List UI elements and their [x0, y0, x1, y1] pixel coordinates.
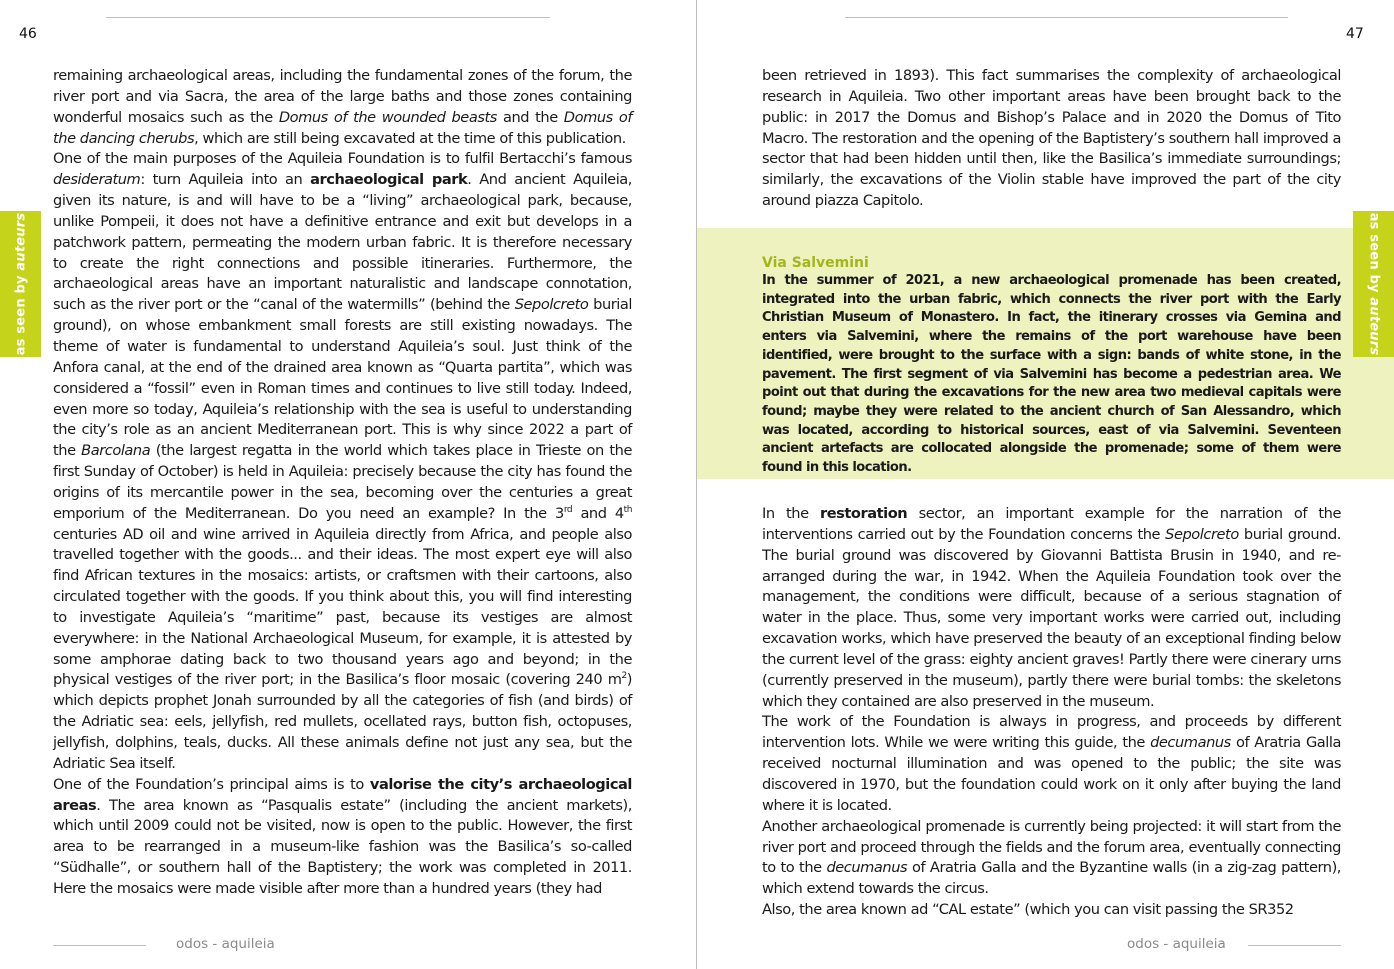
- text-run: Also, the area known ad “CAL estate” (which you can visit passing the SR352: [762, 901, 1294, 919]
- italic-run: decumanus: [826, 859, 908, 877]
- section-tab: [1353, 211, 1394, 357]
- paragraph: [762, 504, 1341, 712]
- footer-rule: [53, 945, 146, 946]
- paragraph: [53, 149, 632, 774]
- text-run: and 4: [572, 504, 624, 522]
- text-run: burial ground), on whose embankment small forests are still existing nowadays. The theme of water is fundamental to understand Aquileia’s soul. Just think of the Anfora canal, at the end of the drained area known as “Quarta partita”, which was considered a “fossil” even in Roman times and continues to live still today. Indeed, even more so today, Aquileia’s relationship with the sea is useful to understanding the city’s role as an ancient Mediterranean port. This is why since 2022 a part of the: [53, 296, 632, 460]
- text-run: : turn Aquileia into an: [140, 171, 311, 189]
- paragraph: [53, 66, 632, 149]
- section-tab-label: as seen by auteurs: [13, 212, 28, 356]
- paragraph: [762, 66, 1341, 212]
- highlight-box-text: In the summer of 2021, a new archaeological promenade has been created, integrated into the urban fabric, which connects the river port with the Early Christian Museum of Monastero. In fact, the itinerary crosses via Gemina and enters via Salvemini, where the remains of the port warehouse have been identified, were brought to the surface with a sign: bands of white stone, in the pavement. The first segment of via Salvemini has become a pedestrian area. We point out that during the excavations for the new area two medieval capitals were found; maybe they were related to the ancient church of San Alessandro, which was located, according to historical sources, east of via Salvemini. Seventeen ancient artefacts are collocated alongside the promenade; some of them were found in this location.: [762, 273, 1341, 476]
- italic-run: Sepolcreto: [514, 296, 589, 314]
- bold-run: restoration: [819, 505, 908, 522]
- footer-rule: [1248, 945, 1341, 946]
- text-run: Another archaeological promenade is currently being projected: it will start from the river port and proceed through the fields and the forum area, eventually connecting to to the: [762, 817, 1341, 877]
- superscript-run: 2: [621, 671, 627, 682]
- section-tab: [0, 211, 41, 357]
- header-rule: [106, 17, 550, 18]
- page-number: 46: [19, 26, 37, 42]
- intro-text-column: [762, 66, 1341, 212]
- highlight-box-title: Via Salvemini: [762, 255, 869, 271]
- text-run: sector, an important example for the narration of the interventions carried out by the Foundation concerns the: [762, 505, 1341, 543]
- text-run: and the: [496, 108, 564, 126]
- italic-run: Domus of the dancing cherubs: [53, 108, 633, 147]
- text-run: of Aratria Galla received nocturnal illumination and was opened to the public; the site was discovered in 1970, but the foundation could work on it only after buying the land where it is located.: [762, 734, 1341, 814]
- running-footer: odos - aquileia: [176, 936, 275, 952]
- bold-run: valorise the city’s archaeological areas: [53, 775, 632, 814]
- body-text-column: [53, 66, 632, 900]
- text-run: centuries AD oil and wine arrived in Aquileia directly from Africa, and people also travelled together with the goods... and their ideas. The most expert eye will also find African textures in the mosaics: artists, or craftsmen with their cartoons, also circulated together with the goods. If you think about this, you will find interesting to investigate Aquileia’s “maritime” past, because its vestiges are almost everywhere: in the National Archaeological Museum, for example, it is attested by some amphorae dating back to two thousand years ago and beyond; in the physical vestiges of the river port; in the Basilica’s floor mosaic (covering 240 m: [53, 525, 632, 689]
- highlight-box: [697, 228, 1394, 479]
- text-run: remaining archaeological areas, including the fundamental zones of the forum, the river port and via Sacra, the area of the large baths and those zones containing wonderful mosaics such as the: [53, 67, 632, 126]
- text-run: ) which depicts prophet Jonah surrounded by all the categories of fish (and birds) of the Adriatic sea: eels, jellyfish, red mullets, ocellated rays, button fish, octopuses, jellyfish, dolphins, teals, ducks. All these animals define not just any sea, but the Adriatic Sea itself.: [53, 671, 632, 772]
- page-number: 47: [1346, 26, 1364, 42]
- italic-run: decumanus: [1150, 734, 1231, 752]
- italic-run: Domus of the wounded beasts: [278, 108, 497, 126]
- body-text-column: [762, 504, 1341, 921]
- superscript-run: rd: [563, 504, 573, 515]
- text-run: . And ancient Aquileia, given its nature, is and will have to be a “living” archaeological park, because, unlike Pompeii, it does not have a definitive entrance and exit but develops in a patchwork pattern, permeating the modern urban fabric. It is therefore necessary to create the right connections and possible itineraries. Furthermore, the archaeological areas have an important naturalistic and landscape connotation, such as the river port or the “canal of the watermills” (behind the: [53, 171, 632, 314]
- text-run: of Aratria Galla and the Byzantine walls (in a zig-zag pattern), which extend towards the circus.: [762, 859, 1341, 898]
- italic-run: Sepolcreto: [1165, 525, 1239, 543]
- running-footer: odos - aquileia: [1127, 936, 1226, 952]
- text-run: burial ground. The burial ground was discovered by Giovanni Battista Brusin in 1940, and re-arranged during the war, in 1942. When the Aquileia Foundation took over the management, the conditions were difficult, because of a serious stagnation of water in the place. Thus, some very important works were carried out, including excavation works, which have preserved the beauty of an exceptional finding below the current level of the grass: eighty ancient graves! Partly there were cinerary urns (currently preserved in the museum), partly there were burial tombs: the skeletons which they contained are also preserved in the museum.: [762, 525, 1342, 710]
- right-page: [697, 0, 1394, 969]
- text-run: , which are still being excavated at the time of this publication.: [194, 129, 626, 147]
- text-run: One of the main purposes of the Aquileia Foundation is to fulfil Bertacchi’s famous: [53, 150, 632, 168]
- italic-run: desideratum: [53, 171, 141, 189]
- text-run: One of the Foundation’s principal aims is to: [53, 775, 370, 793]
- header-rule: [845, 17, 1288, 18]
- paragraph: [762, 817, 1341, 900]
- text-run: been retrieved in 1893). This fact summarises the complexity of archaeological research in Aquileia. Two other important areas have been brought back to the public: in 2017 the Domus and Bishop’s Palace and in 2020 the Domus of Tito Macro. The restoration and the opening of the Baptistery’s southern hall improved a sector that had been hidden until then, like the Basilica’s immediate surroundings; similarly, the excavations of the Violin stable have improved the part of the city around piazza Capitolo.: [762, 67, 1341, 210]
- text-run: (the largest regatta in the world which takes place in Trieste on the first Sunday of October) is held in Aquileia: precisely because the city has found the origins of its mercantile power in the sea, becoming over the centuries a great emporium of the Mediterranean. Do you need an example? In the 3: [53, 442, 632, 522]
- text-run: The work of the Foundation is always in progress, and proceeds by different intervention lots. While we were writing this guide, the: [762, 713, 1341, 752]
- paragraph: [762, 712, 1341, 816]
- text-run: . The area known as “Pasqualis estate” (including the ancient markets), which until 2009 could not be visited, now is open to the public. However, the first area to be rearranged in a museum-like fashion was the Basilica’s so-called “Südhalle”, or southern hall of the Baptistery; the work was completed in 2011. Here the mosaics were made visible after more than a hundred years (they had: [53, 796, 632, 897]
- italic-run: Barcolana: [81, 442, 151, 460]
- section-tab-label: as seen by auteurs: [1366, 212, 1381, 356]
- text-run: In the: [762, 505, 820, 522]
- paragraph: [53, 775, 632, 900]
- superscript-run: th: [623, 504, 632, 515]
- paragraph: [762, 900, 1341, 921]
- bold-run: archaeological park: [310, 171, 468, 189]
